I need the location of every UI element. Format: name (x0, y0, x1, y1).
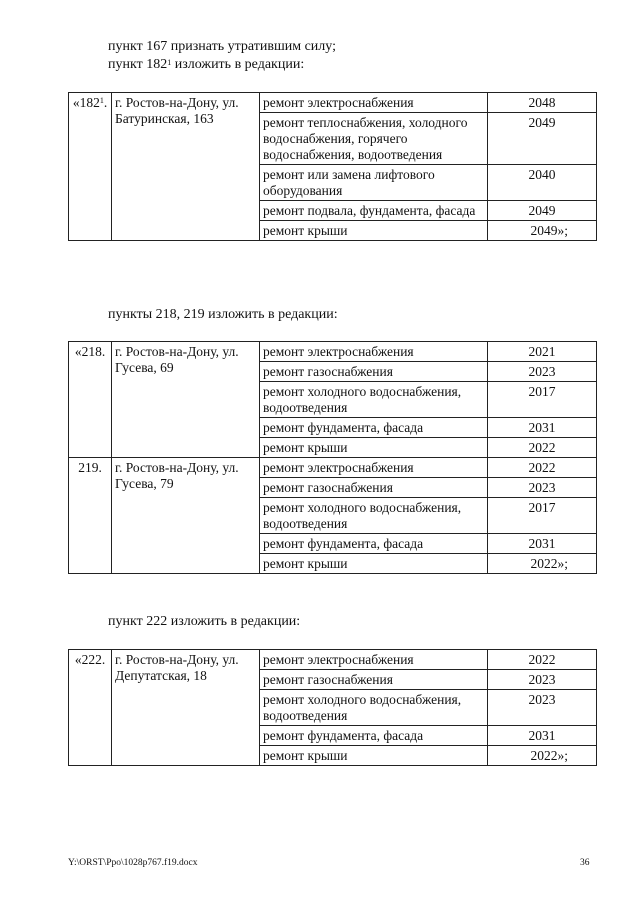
work-year: 2023 (488, 362, 597, 382)
table-item-182 (68, 92, 597, 241)
table-row (69, 93, 597, 113)
item-number-sup: 1 (99, 96, 104, 105)
work-type: ремонт крыши (260, 554, 488, 574)
work-type: ремонт холодного водоснабжения, водоотведения (260, 690, 488, 726)
table-row (69, 458, 597, 478)
paragraph-182-sup: 1 (167, 58, 172, 67)
work-type: ремонт крыши (260, 221, 488, 241)
item-number: 219. (69, 458, 112, 574)
work-year: 2049»; (488, 221, 597, 241)
work-year: 2023 (488, 478, 597, 498)
table-row (69, 342, 597, 362)
work-year: 2040 (488, 165, 597, 201)
work-type: ремонт теплоснабжения, холодного водоснабжения, горячего водоснабжения, водоотведения (260, 113, 488, 165)
item-number: «222. (69, 650, 112, 766)
work-type: ремонт холодного водоснабжения, водоотведения (260, 498, 488, 534)
work-year: 2022 (488, 650, 597, 670)
work-year: 2023 (488, 670, 597, 690)
work-type: ремонт фундамента, фасада (260, 534, 488, 554)
item-address: г. Ростов-на-Дону, ул. Депутатская, 18 (112, 650, 260, 766)
work-year: 2031 (488, 418, 597, 438)
item-number-prefix: «182 (72, 95, 100, 110)
work-year: 2048 (488, 93, 597, 113)
work-year: 2049 (488, 113, 597, 165)
work-type: ремонт крыши (260, 438, 488, 458)
work-type: ремонт газоснабжения (260, 670, 488, 690)
work-type: ремонт подвала, фундамента, фасада (260, 201, 488, 221)
item-number-suffix: . (103, 95, 108, 110)
work-type: ремонт фундамента, фасада (260, 726, 488, 746)
work-year: 2017 (488, 382, 597, 418)
work-type: ремонт фундамента, фасада (260, 418, 488, 438)
item-address: г. Ростов-на-Дону, ул. Гусева, 69 (112, 342, 260, 458)
work-type: ремонт крыши (260, 746, 488, 766)
item-number: «218. (69, 342, 112, 458)
work-year: 2031 (488, 534, 597, 554)
work-year: 2022»; (488, 554, 597, 574)
work-year: 2031 (488, 726, 597, 746)
work-type: ремонт холодного водоснабжения, водоотведения (260, 382, 488, 418)
work-year: 2022 (488, 438, 597, 458)
paragraph-222: пункт 222 изложить в редакции: (108, 614, 301, 629)
work-type: ремонт газоснабжения (260, 362, 488, 382)
item-address: г. Ростов-на-Дону, ул. Батуринская, 163 (112, 93, 260, 241)
table-items-218-219 (68, 341, 597, 574)
work-type: ремонт электроснабжения (260, 650, 488, 670)
work-year: 2021 (488, 342, 597, 362)
work-year: 2022 (488, 458, 597, 478)
work-type: ремонт газоснабжения (260, 478, 488, 498)
work-type: ремонт электроснабжения (260, 93, 488, 113)
item-address: г. Ростов-на-Дону, ул. Гусева, 79 (112, 458, 260, 574)
work-type: ремонт или замена лифтового оборудования (260, 165, 488, 201)
footer-file-path: Y:\ORST\Ppo\1028p767.f19.docx (68, 858, 198, 868)
work-year: 2023 (488, 690, 597, 726)
table-row (69, 650, 597, 670)
paragraph-218-219: пункты 218, 219 изложить в редакции: (108, 307, 338, 322)
work-type: ремонт электроснабжения (260, 458, 488, 478)
work-type: ремонт электроснабжения (260, 342, 488, 362)
paragraph-182-prefix: пункт 182 (108, 57, 168, 72)
footer-page-number: 36 (580, 858, 590, 868)
paragraph-167: пункт 167 признать утратившим силу; (108, 39, 336, 54)
paragraph-182 (108, 56, 304, 74)
work-year: 2049 (488, 201, 597, 221)
work-year: 2017 (488, 498, 597, 534)
table-item-222 (68, 649, 597, 766)
paragraph-182-suffix: изложить в редакции: (171, 57, 305, 72)
item-number (69, 93, 112, 241)
work-year: 2022»; (488, 746, 597, 766)
